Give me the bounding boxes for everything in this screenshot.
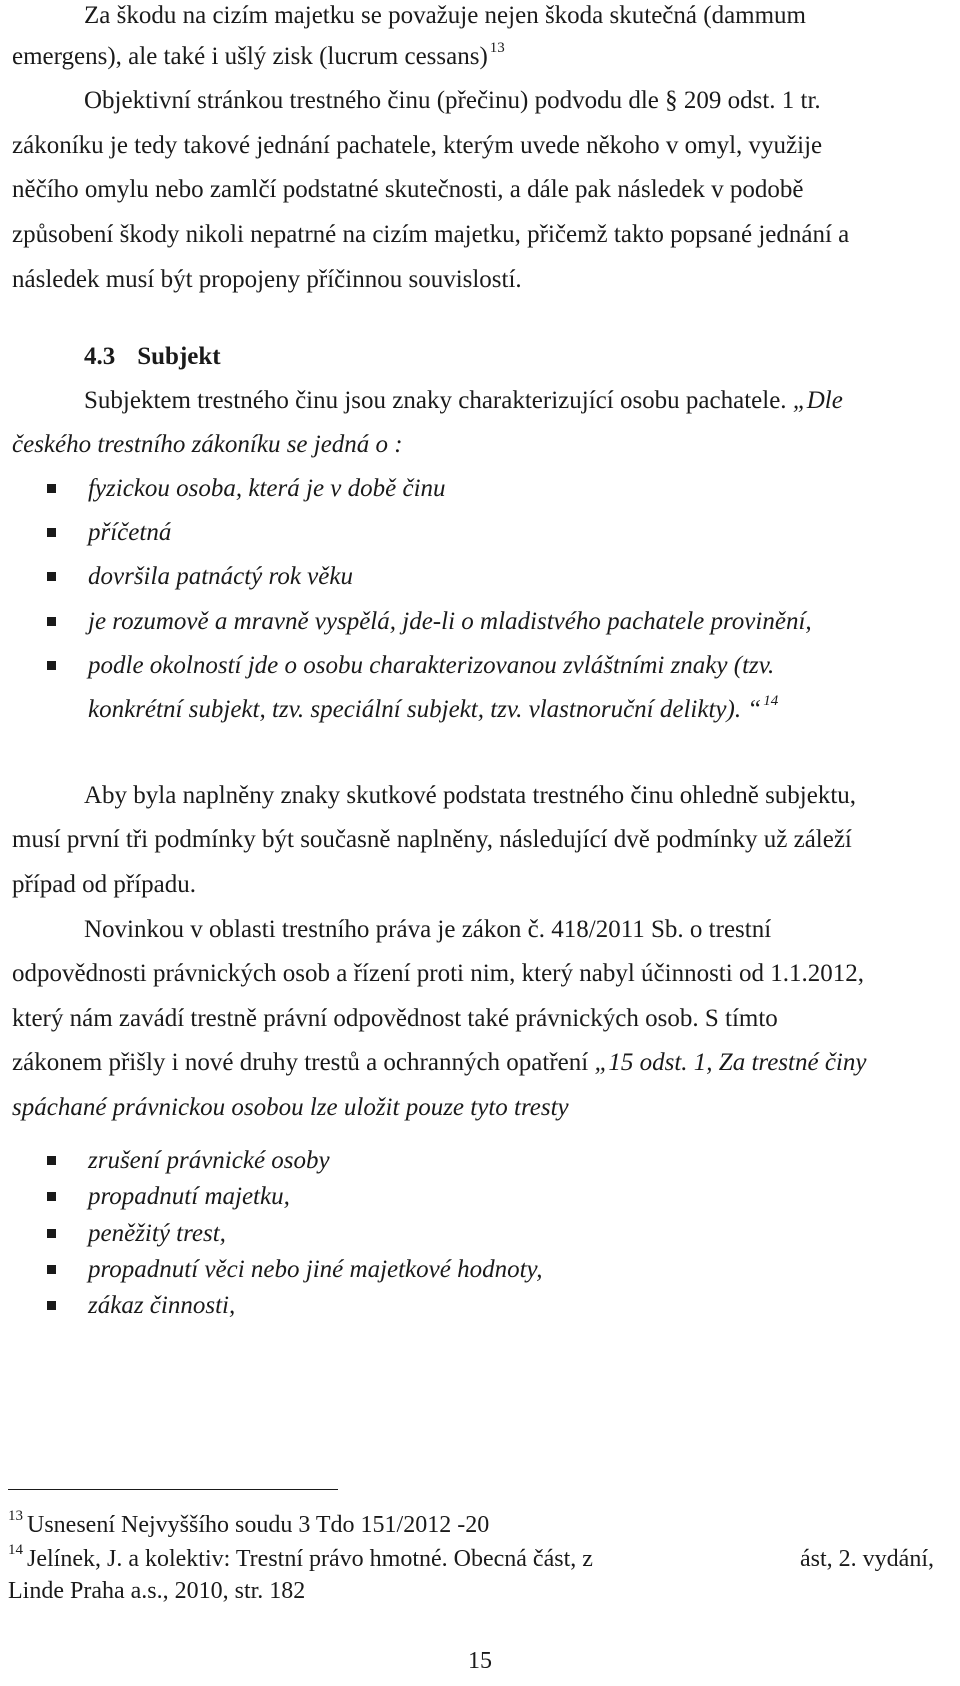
section-heading bbox=[84, 342, 221, 372]
page-number: 15 bbox=[468, 1648, 492, 1674]
bullet-icon bbox=[47, 572, 56, 581]
paragraph3-line1-text: Subjektem trestného činu jsou znaky charakterizující osobu pachatele. bbox=[84, 387, 787, 414]
footnote-14-text-end: ást, 2. vydání, bbox=[800, 1546, 934, 1572]
paragraph2-line1: Objektivní stránkou trestného činu (přečinu) podvodu dle § 209 odst. 1 tr. bbox=[84, 87, 821, 114]
list1-item: je rozumově a mravně vyspělá, jde-li o mladistvého pachatele provinění, bbox=[88, 608, 812, 635]
bullet-icon bbox=[47, 528, 56, 537]
footnote-14-text: Jelínek, J. a kolektiv: Trestní právo hmotné. Obecná část, z bbox=[27, 1546, 593, 1572]
bullet-icon bbox=[47, 1156, 56, 1165]
list1-item: dovršila patnáctý rok věku bbox=[88, 563, 353, 590]
bullet-icon bbox=[47, 1229, 56, 1238]
section-number: 4.3 bbox=[84, 343, 116, 370]
paragraph2-line5: následek musí být propojeny příčinnou souvislostí. bbox=[12, 266, 522, 293]
paragraph2-line2: zákoníku je tedy takové jednání pachatele, kterým uvede někoho v omyl, využije bbox=[12, 132, 823, 159]
paragraph5-line3: který nám zavádí trestně právní odpovědnost také právnických osob. S tímto bbox=[12, 1005, 778, 1032]
footnote-13-mark: 13 bbox=[8, 1508, 23, 1524]
paragraph4-line1: Aby byla naplněny znaky skutkové podstata trestného činu ohledně subjektu, bbox=[84, 782, 857, 809]
footnote-ref-13: 13 bbox=[489, 40, 505, 56]
footnote-14 bbox=[8, 1544, 593, 1577]
list2-item: propadnutí majetku, bbox=[88, 1183, 290, 1210]
paragraph3-line1 bbox=[84, 386, 843, 416]
paragraph5-line5: spáchané právnickou osobou lze uložit pouze tyto tresty bbox=[12, 1094, 569, 1121]
footnote-14-line2: Linde Praha a.s., 2010, str. 182 bbox=[8, 1578, 306, 1604]
paragraph5-quote: „15 odst. 1, Za trestné činy bbox=[594, 1049, 867, 1076]
footnote-separator bbox=[8, 1489, 338, 1490]
bullet-icon bbox=[47, 617, 56, 626]
bullet-icon bbox=[47, 1192, 56, 1201]
list1-item: fyzickou osoba, která je v době činu bbox=[88, 475, 446, 502]
paragraph4-line2: musí první tři podmínky být současně naplněny, následující dvě podmínky už záleží bbox=[12, 826, 852, 853]
paragraph5-line4-text: zákonem přišly i nové druhy trestů a ochranných opatření bbox=[12, 1049, 589, 1076]
paragraph3-line2: českého trestního zákoníku se jedná o : bbox=[12, 431, 403, 458]
paragraph1-line2 bbox=[12, 42, 505, 75]
footnote-ref-14: 14 bbox=[763, 693, 779, 709]
paragraph4-line3: případ od případu. bbox=[12, 871, 196, 898]
bullet-icon bbox=[47, 484, 56, 493]
footnote-13 bbox=[8, 1510, 489, 1543]
paragraph2-line3: něčího omylu nebo zamlčí podstatné skutečnosti, a dále pak následek v podobě bbox=[12, 176, 804, 203]
bullet-icon bbox=[47, 661, 56, 670]
paragraph5-line4 bbox=[12, 1048, 866, 1078]
paragraph1-line2-text: emergens), ale také i ušlý zisk (lucrum cessans) bbox=[12, 43, 488, 70]
close-quote: “ bbox=[747, 696, 762, 723]
bullet-icon bbox=[47, 1301, 56, 1310]
paragraph5-line2: odpovědnosti právnických osob a řízení proti nim, který nabyl účinnosti od 1.1.2012, bbox=[12, 960, 864, 987]
list1-item: příčetná bbox=[88, 519, 172, 546]
list2-item: zákaz činnosti, bbox=[88, 1292, 236, 1319]
list1-continuation-text: konkrétní subjekt, tzv. speciální subjekt, tzv. vlastnoruční delikty). bbox=[88, 696, 742, 723]
bullet-icon bbox=[47, 1265, 56, 1274]
section-title: Subjekt bbox=[137, 343, 221, 370]
list2-item: propadnutí věci nebo jiné majetkové hodnoty, bbox=[88, 1256, 543, 1283]
list2-item: zrušení právnické osoby bbox=[88, 1147, 330, 1174]
paragraph2-line4: způsobení škody nikoli nepatrné na cizím majetku, přičemž takto popsané jednání a bbox=[12, 221, 850, 248]
paragraph5-line1: Novinkou v oblasti trestního práva je zákon č. 418/2011 Sb. o trestní bbox=[84, 916, 772, 943]
footnote-14-mark: 14 bbox=[8, 1542, 23, 1558]
list2-item: peněžitý trest, bbox=[88, 1220, 226, 1247]
list1-item: podle okolností jde o osobu charakterizovanou zvláštními znaky (tzv. bbox=[88, 652, 775, 679]
paragraph1-line1: Za škodu na cizím majetku se považuje nejen škoda skutečná (dammum bbox=[84, 2, 806, 29]
footnote-13-text: Usnesení Nejvyššího soudu 3 Tdo 151/2012 -20 bbox=[27, 1512, 490, 1538]
list1-continuation bbox=[88, 695, 778, 728]
paragraph3-quote-start: „Dle bbox=[792, 387, 843, 414]
